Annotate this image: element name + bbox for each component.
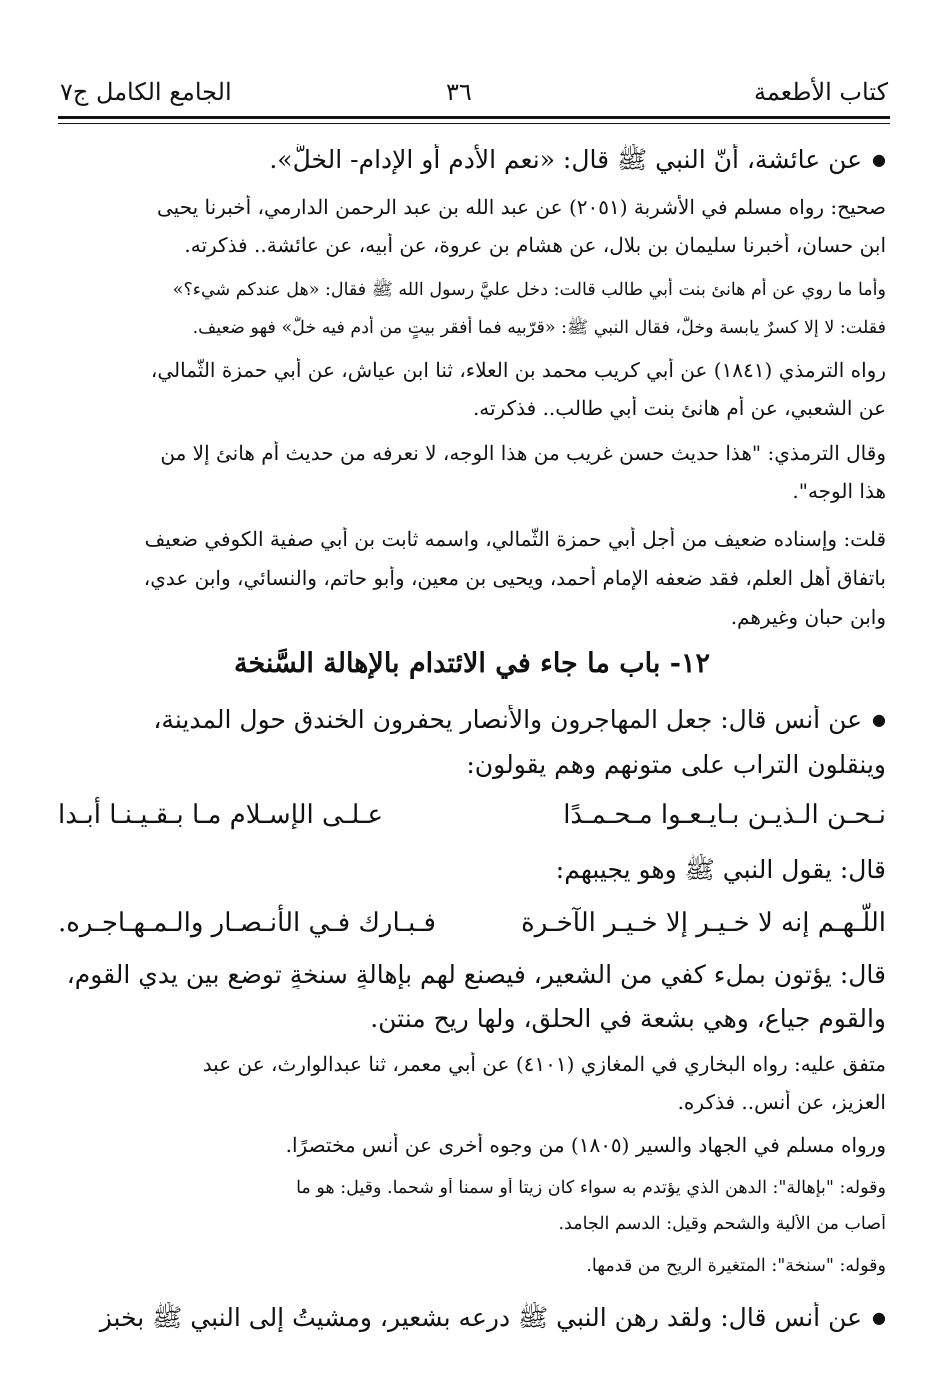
hadith-text: ● عن أنس قال: ولقد رهن النبي ﷺ درعه بشعير، ومشيتُ إلى النبي ﷺ بخبز	[58, 1302, 886, 1339]
tirmidhi-comment: هذا الوجه".	[792, 479, 886, 503]
volume-header: الجامع الكامل ج٧	[60, 78, 232, 106]
verse-first-hemistich: اللّـهـم إنه لا خـيـر إلا خـيـر الآخـرة	[521, 908, 886, 938]
book-title-header: كتاب الأطعمة	[754, 78, 888, 106]
hadith-source: ابن حسان، أخبرنا سليمان بن بلال، عن هشام بن عروة، عن أبيه، عن عائشة.. فذكرته.	[184, 233, 886, 257]
verse-second-hemistich: عـلـى الإسـلام مـا بـقـيـنـا أبـدا	[58, 800, 384, 830]
hadith-source: صحيح: رواه مسلم في الأشربة (٢٠٥١) عن عبد الله بن عبد الرحمن الدارمي، أخبرنا يحيى	[156, 195, 886, 219]
word-definition: وقوله: "سنخة": المتغيرة الريح من قدمها.	[586, 1256, 886, 1276]
hadith-source: عن الشعبي، عن أم هانئ بنت أبي طالب.. فذكرته.	[472, 396, 886, 420]
hadith-source: ورواه مسلم في الجهاد والسير (١٨٠٥) من وجوه أخرى عن أنس مختصرًا.	[285, 1133, 886, 1157]
author-note: وابن حبان وغيرهم.	[730, 605, 886, 629]
verse-second-hemistich: فـبـارك فـي الأنـصـار والـمـهـاجـره.	[58, 908, 436, 938]
verse-first-hemistich: نـحـن الـذيـن بـايـعـوا مـحـمـدًا	[563, 800, 886, 830]
hadith-text: وينقلون التراب على متونهم وهم يقولون:	[466, 750, 886, 779]
author-note: باتفاق أهل العلم، فقد ضعفه الإمام أحمد، ويحيى بن معين، وأبو حاتم، والنسائي، وابن عدي،	[143, 566, 886, 590]
hadith-text: قال: يقول النبي ﷺ وهو يجيبهم:	[555, 855, 886, 884]
poetry-verse	[58, 908, 886, 954]
author-note: قلت: وإسناده ضعيف من أجل أبي حمزة الثُّمالي، واسمه ثابت بن أبي صفية الكوفي ضعيف	[144, 527, 886, 551]
hadith-text: وأما ما روي عن أم هانئ بنت أبي طالب قالت: دخل عليَّ رسول الله ﷺ فقال: «هل عندكم شيء؟»	[172, 280, 886, 300]
hadith-source: رواه الترمذي (١٨٤١) عن أبي كريب محمد بن العلاء، ثنا ابن عياش، عن أبي حمزة الثُّمالي،	[150, 358, 886, 382]
hadith-text: والقوم جياع، وهي بشعة في الحلق، ولها ريح منتن.	[370, 1004, 886, 1033]
word-definition: وقوله: "بإهالة": الدهن الذي يؤتدم به سواء كان زيتا أو سمنا أو شحما. وقيل: هو ما	[296, 1178, 886, 1198]
header-rule-thick	[58, 116, 890, 119]
poetry-verse	[58, 800, 886, 846]
hadith-source: متفق عليه: رواه البخاري في المغازي (٤١٠١) عن أبي معمر، ثنا عبدالوارث، عن عبد	[202, 1052, 886, 1076]
header-rule-thin	[58, 123, 890, 124]
word-definition: أصاب من الألية والشحم وقيل: الدسم الجامد.	[558, 1214, 886, 1234]
hadith-text: ● عن عائشة، أنّ النبي ﷺ قال: «نعم الأدم أو الإدام- الخلُّ».	[58, 144, 886, 181]
hadith-text: فقلت: لا إلا كسرٌ يابسة وخلٌّ، فقال النبي ﷺ: «قرّبيه فما أفقر بيتٍ من أدم فيه خلٌّ» فهو ضعيف.	[192, 318, 886, 338]
tirmidhi-comment: وقال الترمذي: "هذا حديث حسن غريب من هذا الوجه، لا نعرفه من حديث أم هانئ إلا من	[160, 441, 886, 465]
hadith-text: ● عن أنس قال: جعل المهاجرون والأنصار يحفرون الخندق حول المدينة،	[58, 705, 886, 734]
page-number: ٣٦	[446, 78, 472, 106]
chapter-title: ١٢- باب ما جاء في الائتدام بالإهالة السَّنخة	[233, 648, 711, 679]
hadith-source: العزيز، عن أنس.. فذكره.	[677, 1090, 886, 1114]
hadith-text: قال: يؤتون بملء كفي من الشعير، فيصنع لهم بإهالةٍ سنخةٍ توضع بين يدي القوم،	[66, 960, 886, 989]
